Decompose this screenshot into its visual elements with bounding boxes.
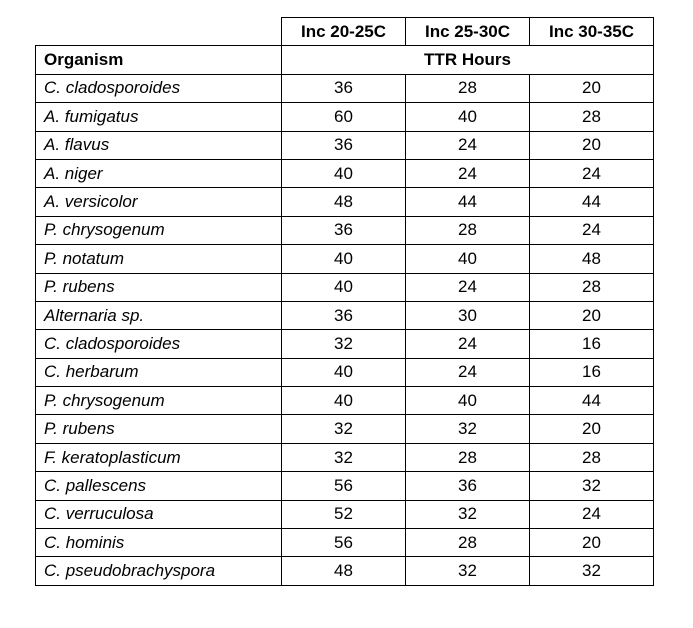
ttr-value-cell: 24	[406, 330, 530, 358]
ttr-value-cell: 48	[282, 557, 406, 585]
ttr-value-cell: 44	[530, 387, 654, 415]
table-row	[36, 443, 654, 471]
ttr-value-cell: 56	[282, 472, 406, 500]
organism-cell: C. verruculosa	[36, 500, 282, 528]
ttr-value-cell: 36	[282, 216, 406, 244]
table-row	[36, 74, 654, 102]
table-row	[36, 301, 654, 329]
blank-corner-cell	[36, 18, 282, 46]
organism-cell: Alternaria sp.	[36, 301, 282, 329]
ttr-value-cell: 32	[530, 557, 654, 585]
ttr-value-cell: 28	[530, 443, 654, 471]
table-row	[36, 472, 654, 500]
ttr-value-cell: 24	[406, 131, 530, 159]
ttr-value-cell: 40	[282, 358, 406, 386]
ttr-value-cell: 24	[406, 159, 530, 187]
organism-cell: A. fumigatus	[36, 103, 282, 131]
ttr-value-cell: 48	[282, 188, 406, 216]
ttr-value-cell: 16	[530, 358, 654, 386]
ttr-value-cell: 40	[406, 103, 530, 131]
ttr-value-cell: 28	[406, 529, 530, 557]
ttr-value-cell: 32	[406, 557, 530, 585]
ttr-value-cell: 40	[282, 387, 406, 415]
column-header-inc-20-25: Inc 20-25C	[282, 18, 406, 46]
table-row	[36, 188, 654, 216]
organism-header: Organism	[36, 46, 282, 74]
ttr-value-cell: 32	[282, 443, 406, 471]
ttr-value-cell: 28	[406, 443, 530, 471]
ttr-value-cell: 28	[406, 74, 530, 102]
ttr-table	[35, 17, 654, 586]
table-row	[36, 245, 654, 273]
organism-cell: P. rubens	[36, 415, 282, 443]
organism-cell: C. cladosporoides	[36, 74, 282, 102]
ttr-hours-header: TTR Hours	[282, 46, 654, 74]
ttr-value-cell: 36	[406, 472, 530, 500]
ttr-value-cell: 28	[530, 103, 654, 131]
organism-cell: C. hominis	[36, 529, 282, 557]
ttr-value-cell: 40	[406, 245, 530, 273]
ttr-value-cell: 24	[406, 358, 530, 386]
ttr-value-cell: 32	[406, 500, 530, 528]
organism-cell: P. notatum	[36, 245, 282, 273]
ttr-value-cell: 48	[530, 245, 654, 273]
table-row	[36, 273, 654, 301]
organism-cell: C. pallescens	[36, 472, 282, 500]
table-row	[36, 103, 654, 131]
ttr-value-cell: 52	[282, 500, 406, 528]
column-header-row	[36, 18, 654, 46]
ttr-value-cell: 20	[530, 529, 654, 557]
organism-cell: C. pseudobrachyspora	[36, 557, 282, 585]
ttr-value-cell: 32	[530, 472, 654, 500]
ttr-value-cell: 32	[406, 415, 530, 443]
ttr-value-cell: 56	[282, 529, 406, 557]
organism-cell: A. versicolor	[36, 188, 282, 216]
table-row	[36, 216, 654, 244]
ttr-value-cell: 24	[406, 273, 530, 301]
subheader-row	[36, 46, 654, 74]
ttr-value-cell: 44	[530, 188, 654, 216]
table-row	[36, 557, 654, 585]
ttr-value-cell: 32	[282, 330, 406, 358]
ttr-value-cell: 40	[282, 273, 406, 301]
ttr-value-cell: 28	[530, 273, 654, 301]
organism-cell: A. flavus	[36, 131, 282, 159]
organism-cell: A. niger	[36, 159, 282, 187]
column-header-inc-30-35: Inc 30-35C	[530, 18, 654, 46]
organism-cell: C. herbarum	[36, 358, 282, 386]
ttr-value-cell: 28	[406, 216, 530, 244]
organism-cell: C. cladosporoides	[36, 330, 282, 358]
ttr-value-cell: 40	[282, 159, 406, 187]
ttr-value-cell: 40	[282, 245, 406, 273]
ttr-value-cell: 44	[406, 188, 530, 216]
ttr-value-cell: 20	[530, 415, 654, 443]
ttr-value-cell: 20	[530, 131, 654, 159]
ttr-value-cell: 32	[282, 415, 406, 443]
table-row	[36, 358, 654, 386]
table-row	[36, 387, 654, 415]
table-row	[36, 500, 654, 528]
ttr-value-cell: 36	[282, 131, 406, 159]
organism-cell: P. rubens	[36, 273, 282, 301]
ttr-value-cell: 30	[406, 301, 530, 329]
ttr-value-cell: 24	[530, 159, 654, 187]
organism-cell: P. chrysogenum	[36, 216, 282, 244]
ttr-value-cell: 20	[530, 74, 654, 102]
table-row	[36, 415, 654, 443]
ttr-value-cell: 36	[282, 301, 406, 329]
ttr-value-cell: 24	[530, 500, 654, 528]
ttr-value-cell: 16	[530, 330, 654, 358]
table-row	[36, 529, 654, 557]
table-row	[36, 131, 654, 159]
column-header-inc-25-30: Inc 25-30C	[406, 18, 530, 46]
ttr-value-cell: 24	[530, 216, 654, 244]
table-row	[36, 159, 654, 187]
organism-cell: F. keratoplasticum	[36, 443, 282, 471]
ttr-table-body	[36, 18, 654, 586]
ttr-value-cell: 20	[530, 301, 654, 329]
ttr-value-cell: 36	[282, 74, 406, 102]
ttr-value-cell: 40	[406, 387, 530, 415]
organism-cell: P. chrysogenum	[36, 387, 282, 415]
table-row	[36, 330, 654, 358]
ttr-value-cell: 60	[282, 103, 406, 131]
